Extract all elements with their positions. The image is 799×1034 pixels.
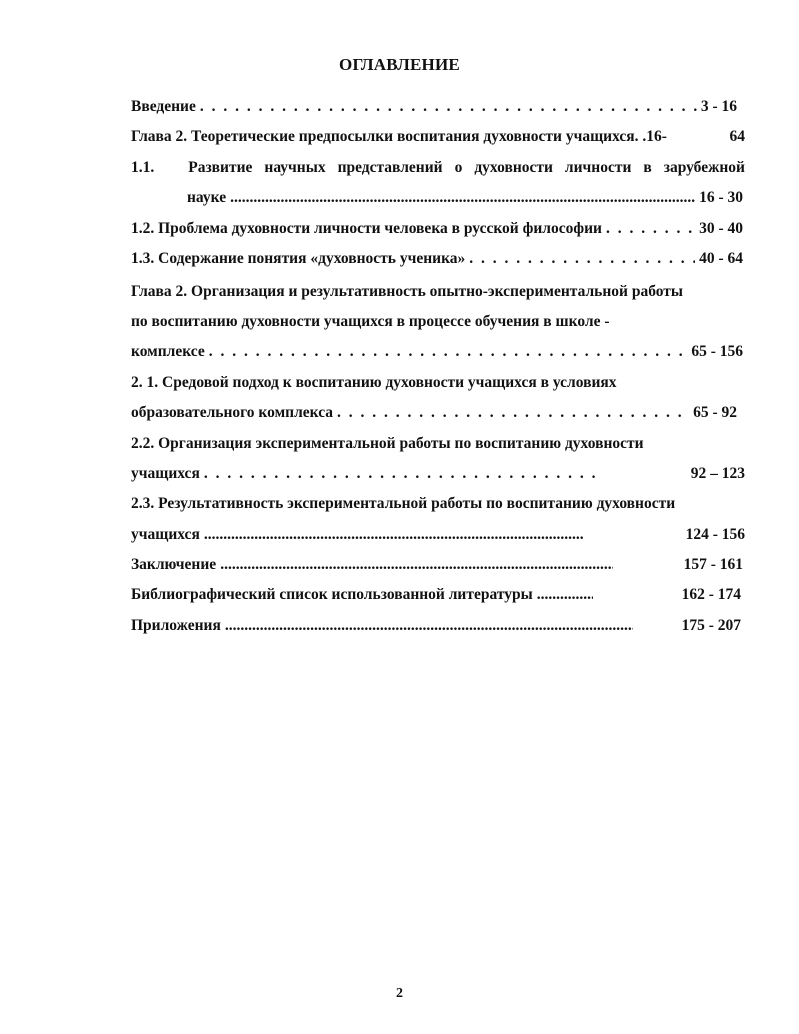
toc-entry-pages: 65 - 92 — [693, 404, 737, 421]
toc-entry-label: Введение — [131, 98, 196, 115]
toc-entry-pages: 162 - 174 — [681, 586, 741, 603]
toc-entry-pages: 40 - 64 — [699, 250, 743, 267]
page-number: 2 — [396, 986, 403, 1001]
toc-entry-1-2: 1.2. Проблема духовности личности человека в русской философии . . . 30 - 40 — [131, 219, 743, 239]
page-title: ОГЛАВЛЕНИЕ — [339, 55, 460, 74]
toc-entry-pages: 124 - 156 — [685, 526, 745, 543]
toc-entry-chapter-2-line2: по воспитанию духовности учащихся в процессе обучения в школе - — [131, 313, 610, 330]
toc-entry-2-3-line1: 2.3. Результативность экспериментальной работы по воспитанию духовности — [131, 495, 676, 512]
toc-entry-pages: 157 - 161 — [683, 556, 743, 573]
toc-entry-conclusion: Заключение ..... 157 - 161 — [131, 555, 743, 575]
toc-entry-1-1-line2: науке ..... 16 - 30 — [187, 188, 743, 208]
toc-entry-1-3: 1.3. Содержание понятия «духовность ученика» . . . 40 - 64 — [131, 249, 743, 269]
toc-entry-2-3-line2: учащихся ..... 124 - 156 — [131, 525, 745, 545]
toc-entry-pages: 92 – 123 — [690, 465, 745, 482]
toc-entry-intro — [131, 97, 737, 117]
toc-entry-pages: 65 - 156 — [691, 343, 743, 360]
toc-entry-chapter-2-line3: комплексе . . . 65 - 156 — [131, 342, 743, 362]
toc-entry-label: Глава 2. Теоретические предпосылки воспитания духовности учащихся. .16- — [131, 128, 667, 145]
toc-entry-appendix: Приложения ..... 175 - 207 — [131, 616, 741, 636]
toc-entry-2-2-line2: учащихся . . . 92 – 123 — [131, 464, 745, 484]
toc-entry-bibliography: Библиографический список использованной литературы ..... 162 - 174 — [131, 585, 741, 605]
toc-entry-pages: 64 — [729, 128, 745, 145]
toc-entry-2-2-line1: 2.2. Организация экспериментальной работы по воспитанию духовности — [131, 435, 644, 452]
toc-entry-pages: 3 - 16 — [700, 98, 737, 115]
toc-entry-1-1-line1: 1.1. Развитие научных представлений о духовности личности в зарубежной — [131, 159, 745, 176]
toc-entry-2-1-line1: 2. 1. Средовой подход к воспитанию духовности учащихся в условиях — [131, 374, 617, 391]
toc-entry-2-1-line2: образовательного комплекса . . . 65 - 92 — [131, 403, 737, 423]
toc-entry-pages: 16 - 30 — [699, 189, 743, 206]
toc-entry-pages: 30 - 40 — [699, 220, 743, 237]
toc-entry-pages: 175 - 207 — [681, 617, 741, 634]
toc-entry-chapter-1 — [131, 127, 745, 147]
toc-entry-chapter-2-line1: Глава 2. Организация и результативность опытно-экспериментальной работы — [131, 283, 684, 300]
